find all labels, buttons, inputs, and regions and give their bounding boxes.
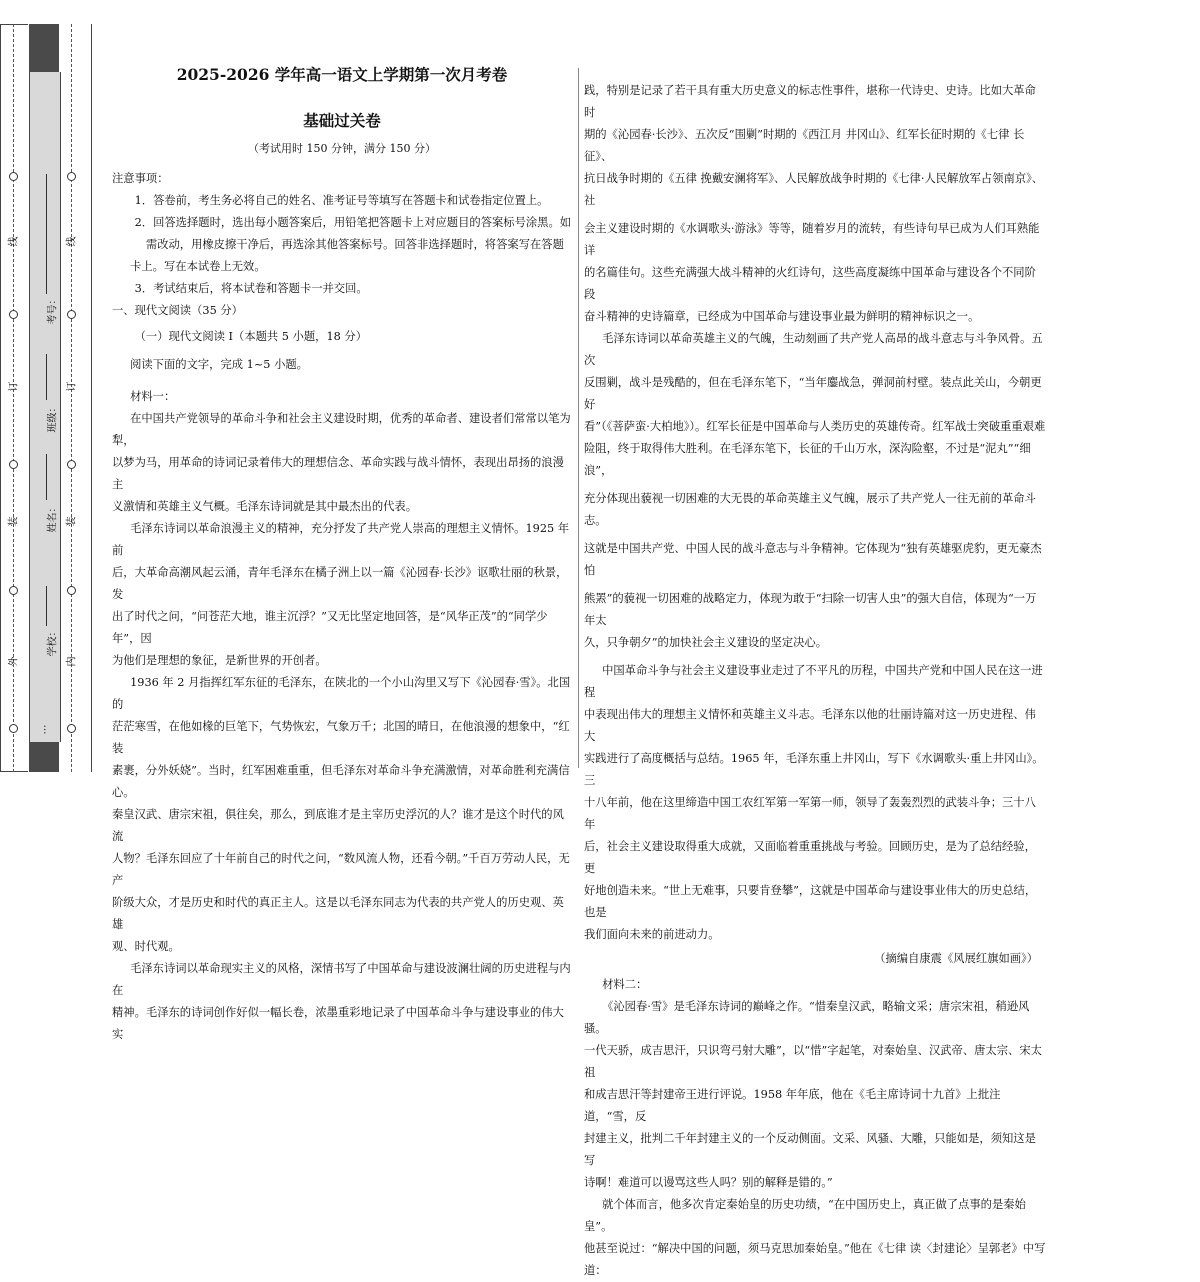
exam-title: 2025-2026 学年高一语文上学期第一次月考卷: [176, 65, 508, 84]
exam-subtitle: 基础过关卷: [303, 111, 381, 130]
notice-item: 3．考试结束后，将本试卷和答题卡一并交回。: [134, 282, 368, 295]
cut-circle: [9, 724, 18, 733]
notice-item: 2．回答选择题时，选出每小题答案后，用铅笔把答题卡上对应题目的答案标号涂黑。如: [134, 216, 572, 229]
field-class-line[interactable]: [46, 354, 47, 400]
field-name-label: 姓名：: [47, 502, 59, 533]
field-id-label: 考号：: [47, 294, 59, 325]
text-line: 1936 年 2 月指挥红军东征的毛泽东，在陕北的一个小山沟里又写下《沁园春·雪》。北国的: [112, 676, 571, 711]
text-line: 秦皇汉武、唐宗宋祖，俱往矣，那么，到底谁才是主宰历史浮沉的人？谁才是这个时代的风流: [112, 808, 564, 843]
inner-edge-mark: 内: [66, 656, 78, 667]
cut-circle: [67, 586, 76, 595]
text-line: 就个体而言，他多次肯定秦始皇的历史功绩，“在中国历史上，真正做了点事的是秦始皇”。: [584, 1198, 1026, 1233]
text-line: 中国革命斗争与社会主义建设事业走过了不平凡的历程，中国共产党和中国人民在这一进程: [584, 664, 1043, 699]
text-line: 为他们是理想的象征，是新世界的开创者。: [112, 654, 327, 667]
field-id-line[interactable]: [46, 174, 47, 294]
text-line: 他甚至说过：“解决中国的问题，须马克思加秦始皇。”他在《七律 读〈封建论〉呈郭老》中写道：: [584, 1242, 1046, 1277]
cut-mark-pack: 装: [8, 516, 20, 527]
text-line: 险阻，终于取得伟大胜利。在毛泽东笔下，长征的千山万水，深沟险壑，不过是“泥丸”“细浪”，: [584, 442, 1031, 477]
field-school-label: 学校：: [47, 626, 59, 657]
text-line: 出了时代之问，“问苍茫大地，谁主沉浮？”又无比坚定地回答，是“风华正茂”的“同学少年”，因: [112, 610, 548, 645]
text-line: 《沁园春·雪》是毛泽东诗词的巅峰之作。“惜秦皇汉武，略输文采；唐宗宋祖，稍逊风骚。: [584, 1000, 1030, 1035]
text-line: 这就是中国共产党、中国人民的战斗意志与斗争精神。它体现为“独有英雄驱虎豹，更无豪杰怕: [584, 542, 1042, 577]
binding-frame-bottom: [0, 771, 28, 772]
cut-circle: [9, 310, 18, 319]
text-line: 践，特别是记录了若干具有重大历史意义的标志性事件，堪称一代诗史、史诗。比如大革命时: [584, 84, 1036, 119]
cut-circle: [9, 460, 18, 469]
text-line: 毛泽东诗词以革命浪漫主义的精神，充分抒发了共产党人崇高的理想主义情怀。1925 年前: [112, 522, 570, 557]
text-line: 反围剿，战斗是残酷的，但在毛泽东笔下，“当年鏖战急，弹洞前村壁。装点此关山，今朝更好: [584, 376, 1042, 411]
text-line: 期的《沁园春·长沙》、五次反“围剿”时期的《西江月 井冈山》、红军长征时期的《七律 长征》、: [584, 128, 1025, 163]
text-line: 熊罴”的藐视一切困难的战略定力，体现为敢于“扫除一切害人虫”的强大自信，体现为“一万年太: [584, 592, 1037, 627]
text-line: 以梦为马，用革命的诗词记录着伟大的理想信念、革命实践与战斗情怀，表现出昂扬的浪漫主: [112, 456, 564, 491]
cut-mark-pack: 装: [66, 516, 78, 527]
text-line: 实践进行了高度概括与总结。1965 年，毛泽东重上井冈山，写下《水调歌头·重上井冈山》。三: [584, 752, 1044, 787]
text-line: 会主义建设时期的《水调歌头·游泳》等等，随着岁月的流转，有些诗句早已成为人们耳熟能详: [584, 222, 1040, 257]
cut-mark-bind: 订: [8, 381, 20, 392]
binding-bar-top: [29, 24, 59, 72]
notice-item: 1．答卷前，考生务必将自己的姓名、准考证号等填写在答题卡和试卷指定位置上。: [134, 194, 549, 207]
text-line: 十八年前，他在这里缔造中国工农红军第一军第一师，领导了轰轰烈烈的武装斗争；三十八年: [584, 796, 1036, 831]
cut-circle: [9, 172, 18, 181]
text-line: 看”（《菩萨蛮·大柏地》）。红军长征是中国革命与人类历史的英雄传奇。红军战士突破重重艰难: [584, 420, 1046, 433]
binding-margin: [0, 24, 92, 772]
text-line: 义激情和英雄主义气概。毛泽东诗词就是其中最杰出的代表。: [112, 500, 418, 513]
text-line: 在中国共产党领导的革命斗争和社会主义建设时期，优秀的革命者、建设者们常常以笔为犁，: [112, 412, 571, 447]
notice-heading: 注意事项：: [112, 172, 169, 185]
text-line: 的名篇佳句。这些充满强大战斗精神的火红诗句，这些高度凝练中国革命与建设各个不同阶段: [584, 266, 1036, 301]
field-class-label: 班级：: [47, 402, 59, 433]
cut-circle: [67, 460, 76, 469]
left-column: [112, 64, 572, 1046]
subsection-heading: （一）现代文阅读 I（本题共 5 小题，18 分）: [134, 330, 368, 343]
cut-mark-bind: 订: [66, 381, 78, 392]
text-line: 毛泽东诗词以革命现实主义的风格，深情书写了中国革命与建设波澜壮阔的历史进程与内在: [112, 962, 571, 997]
text-line: 一代天骄，成吉思汗，只识弯弓射大雕”，以“惜”字起笔，对秦始皇、汉武帝、唐太宗、宋太祖: [584, 1044, 1042, 1079]
column-divider: [578, 68, 579, 768]
cut-circle: [9, 586, 18, 595]
text-line: 后，社会主义建设取得重大成就，又面临着重重挑战与考验。回顾历史，是为了总结经验，更: [584, 840, 1036, 875]
text-line: 观、时代观。: [112, 940, 180, 953]
text-line: 诗啊！难道可以谩骂这些人吗？别的解释是错的。”: [584, 1176, 833, 1189]
text-line: 好地创造未来。“世上无难事，只要肯登攀”，这就是中国革命与建设事业伟大的历史总结，也是: [584, 884, 1037, 919]
section-heading: 一、现代文阅读（35 分）: [112, 304, 243, 317]
field-school-line[interactable]: [46, 586, 47, 626]
cut-mark-line: 线: [8, 236, 20, 247]
source-note: （摘编自康震《风展红旗如画》）: [874, 952, 1038, 965]
binding-bar-bottom: [29, 742, 59, 772]
cut-circle: [67, 172, 76, 181]
text-line: 素裹，分外妖娆”。当时，红军困难重重，但毛泽东对革命斗争充满激情，对革命胜利充满信心。: [112, 764, 570, 799]
text-line: 奋斗精神的史诗篇章，已经成为中国革命与建设事业最为鲜明的精神标识之一。: [584, 310, 980, 323]
cut-mark-line: 线: [66, 236, 78, 247]
text-line: 和成吉思汗等封建帝王进行评说。1958 年年底，他在《毛主席诗词十九首》上批注道，“雪，反: [584, 1088, 1001, 1123]
text-line: 人物？毛泽东回应了十年前自己的时代之问，“数风流人物，还看今朝。”千百万劳动人民，无产: [112, 852, 570, 887]
text-line: 封建主义，批判二千年封建主义的一个反动侧面。文采、风骚、大雕，只能如是，须知这是写: [584, 1132, 1036, 1167]
text-line: 阶级大众，才是历史和时代的真正主人。这是以毛泽东同志为代表的共产党人的历史观、英雄: [112, 896, 564, 931]
right-column: [584, 80, 1046, 1282]
text-line: 充分体现出藐视一切困难的大无畏的革命英雄主义气魄，展示了共产党人一往无前的革命斗志。: [584, 492, 1036, 527]
text-line: 精神。毛泽东的诗词创作好似一幅长卷，浓墨重彩地记录了中国革命斗争与建设事业的伟大实: [112, 1006, 564, 1041]
text-line: 久，只争朝夕”的加快社会主义建设的坚定决心。: [584, 636, 828, 649]
cut-circle: [67, 724, 76, 733]
text-line: 我们面向未来的前进动力。: [584, 928, 720, 941]
material-label: 材料一：: [130, 390, 176, 403]
material-label: 材料二：: [602, 978, 648, 991]
reading-instruction: 阅读下面的文字，完成 1~5 小题。: [130, 358, 308, 371]
binding-frame-left: [0, 24, 1, 772]
field-name-line[interactable]: [46, 454, 47, 500]
cut-circle: [67, 310, 76, 319]
notice-item: 卡上。写在本试卷上无效。: [130, 260, 266, 273]
notice-item: 需改动，用橡皮擦干净后，再选涂其他答案标号。回答非选择题时，将答案写在答题: [145, 238, 564, 251]
outer-edge-mark: 外: [8, 656, 20, 667]
strip-edge-mark: …: [37, 724, 49, 735]
exam-meta: （考试用时 150 分钟，满分 150 分）: [248, 142, 436, 155]
text-line: 抗日战争时期的《五律 挽戴安澜将军》、人民解放战争时期的《七律·人民解放军占领南京》、社: [584, 172, 1044, 207]
text-line: 毛泽东诗词以革命英雄主义的气魄，生动刻画了共产党人高昂的战斗意志与斗争风骨。五次: [584, 332, 1043, 367]
text-line: 后，大革命高潮风起云涌，青年毛泽东在橘子洲上以一篇《沁园春·长沙》讴歌壮丽的秋景，发: [112, 566, 568, 601]
binding-frame-top: [0, 24, 28, 25]
binding-frame-right: [91, 24, 92, 772]
text-line: 中表现出伟大的理想主义情怀和英雄主义斗志。毛泽东以他的壮丽诗篇对这一历史进程、伟大: [584, 708, 1036, 743]
text-line: 茫茫寒雪，在他如椽的巨笔下，气势恢宏，气象万千；北国的晴日，在他浪漫的想象中，“红装: [112, 720, 570, 755]
